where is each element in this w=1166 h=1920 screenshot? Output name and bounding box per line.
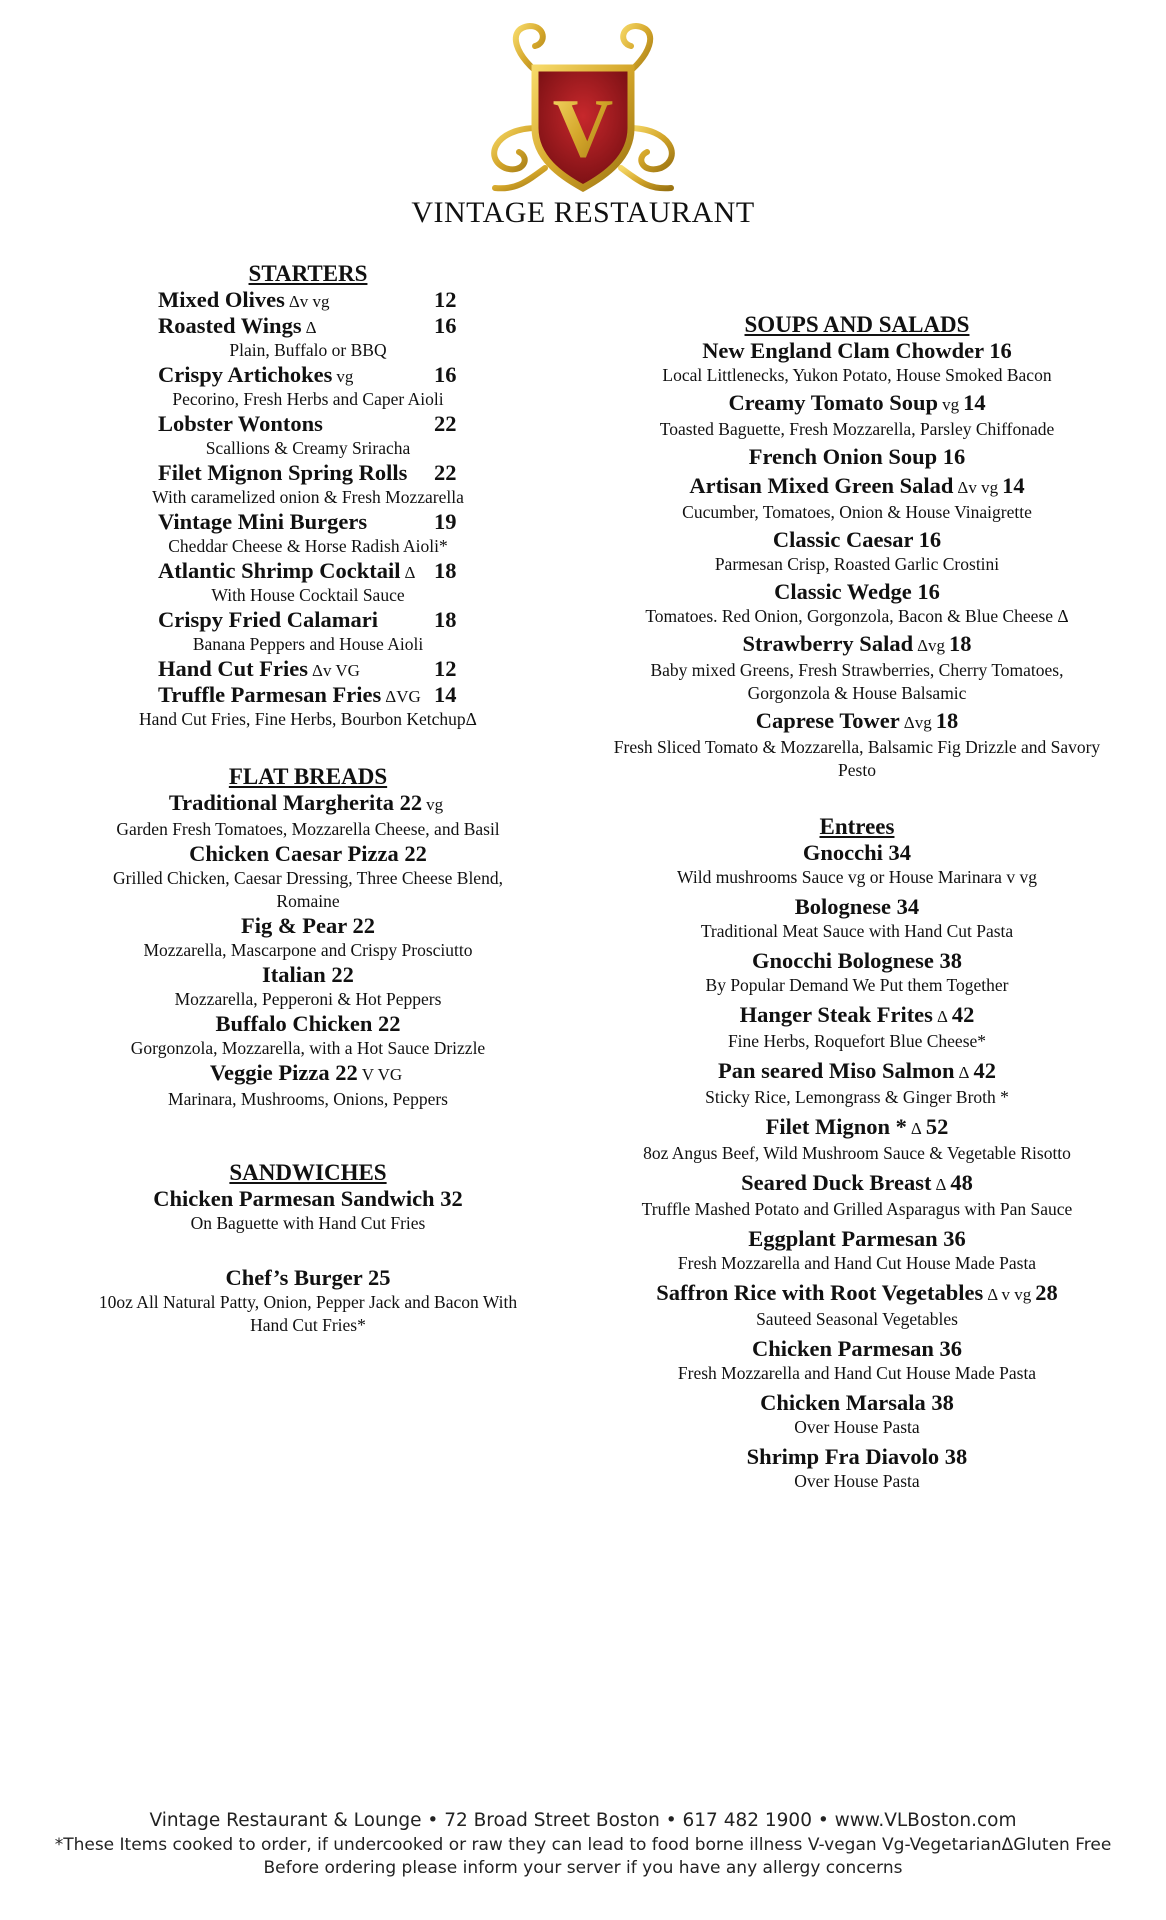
entree-item-price: 42 [951,1002,975,1027]
flatbread-item [82,962,534,1011]
starter-description: Banana Peppers and House Aioli [192,634,424,654]
starter-diet-tags: Δ [305,318,317,337]
soup-salad-item-diet-tags: Δvg [917,636,946,655]
sandwich-item [82,1265,534,1337]
starter-description: Plain, Buffalo or BBQ [229,340,387,360]
entree-item-diet-tags: Δ v vg [987,1285,1032,1304]
entree-item-description: Truffle Mashed Potato and Grilled Asparagus with Pan Sauce [641,1199,1073,1219]
entree-item [612,1390,1102,1439]
soup-salad-item [612,527,1102,576]
entree-item-name [612,1280,1102,1308]
entree-item-name [612,1114,1102,1142]
entree-item-name-text: Hanger Steak Frites [739,1002,933,1027]
entree-item [612,1280,1102,1331]
starter-item [82,362,534,388]
entree-item-name-text: Filet Mignon * [765,1114,907,1139]
menu-right-column [612,311,1102,1498]
soup-salad-item-name [612,708,1102,736]
starter-name-text: Lobster Wontons [158,411,323,436]
entree-item [612,1114,1102,1165]
soup-salad-item-name-text: Caprese Tower [755,708,900,733]
starter-price: 16 [434,313,457,338]
entree-item-name [612,1226,1102,1252]
entree-item [612,1170,1102,1221]
entree-item-description: Fresh Mozzarella and Hand Cut House Made Pasta [677,1253,1037,1273]
starter-name-text: Vintage Mini Burgers [158,509,368,534]
starter-diet-tags: ΔVG [385,687,421,706]
starter-price: 22 [434,411,457,436]
starter-name [158,287,330,313]
starter-item [82,313,534,339]
soup-salad-item-price: 18 [949,631,972,656]
sandwich-item [82,1186,534,1235]
soup-salad-item-name-text: Classic Caesar 16 [772,527,942,552]
flatbread-item-name-text: Fig & Pear 22 [241,913,375,938]
section-title-flat-breads: FLAT BREADS [228,764,388,789]
starter-name [158,509,367,535]
entree-item-name-text: Bolognese 34 [794,894,920,919]
starter-diet-tags: Δ [404,563,416,582]
soup-salad-item-name [612,473,1102,501]
footer [0,1808,1166,1880]
soup-salad-item-name [612,579,1102,605]
flatbread-item-name [82,962,534,988]
entree-item [612,1002,1102,1053]
starter-name [158,313,317,339]
flatbread-item-name-text: Chicken Caesar Pizza 22 [189,841,427,866]
entree-item [612,894,1102,943]
entree-item-description: 8oz Angus Beef, Wild Mushroom Sauce & Vegetable Risotto [643,1143,1071,1163]
soup-salad-item [612,473,1102,524]
entree-item-name-text: Saffron Rice with Root Vegetables [656,1280,984,1305]
starter-price: 22 [434,460,457,485]
entree-item-description: Traditional Meat Sauce with Hand Cut Pasta [700,921,1014,941]
soup-salad-item [612,444,1102,470]
soup-salad-item-name [612,338,1102,364]
entree-item-name-text: Chicken Marsala 38 [760,1390,954,1415]
soup-salad-item [612,390,1102,441]
entree-item-name-text: Pan seared Miso Salmon [718,1058,955,1083]
entree-item-description: Fresh Mozzarella and Hand Cut House Made Pasta [677,1363,1037,1383]
soup-salad-item-name-text: Strawberry Salad [742,631,914,656]
starter-item [82,656,534,682]
soup-salad-item-name-text: Creamy Tomato Soup [728,390,939,415]
flatbread-item-description: Mozzarella, Pepperoni & Hot Peppers [174,989,442,1009]
soup-salad-item [612,631,1102,705]
footer-contact-line: Vintage Restaurant & Lounge • 72 Broad Street Boston • 617 482 1900 • www.VLBoston.com [149,1810,1017,1831]
starter-diet-tags: Δv VG [312,661,360,680]
flatbread-item-name-text: Buffalo Chicken 22 [215,1011,401,1036]
entree-item-name [612,1002,1102,1030]
starter-name [158,558,415,584]
entree-item-price: 42 [973,1058,996,1083]
starter-price: 12 [434,287,457,312]
soup-salad-item-description: Tomatoes. Red Onion, Gorgonzola, Bacon & Blue Cheese Δ [645,606,1069,626]
flatbread-item [82,1011,534,1060]
flatbread-item-name [82,1060,534,1088]
starter-item [82,460,534,486]
entree-item [612,1226,1102,1275]
starter-name [158,682,421,708]
flatbread-item [82,1060,534,1111]
starter-name [158,411,323,437]
soup-salad-item-diet-tags: vg [942,395,960,414]
soup-salad-item-price: 14 [963,390,986,415]
flatbread-item-name [82,790,534,818]
starter-name-text: Roasted Wings [158,313,302,338]
entree-item-description: Fine Herbs, Roquefort Blue Cheese* [727,1031,987,1051]
starter-name-text: Crispy Fried Calamari [158,607,378,632]
flatbread-item-diet-tags: vg [426,795,444,814]
flatbread-item-name [82,841,534,867]
entree-item-name-text: Shrimp Fra Diavolo 38 [746,1444,968,1469]
soup-salad-item-description: Parmesan Crisp, Roasted Garlic Crostini [714,554,1000,574]
sandwich-item-description: 10oz All Natural Patty, Onion, Pepper Jack and Bacon With Hand Cut Fries* [98,1292,518,1335]
starter-description: Cheddar Cheese & Horse Radish Aioli* [168,536,448,556]
flatbread-item-name-text: Traditional Margherita 22 [168,790,423,815]
flatbread-item [82,841,534,913]
sandwiches-list [82,1186,534,1337]
entree-item-name [612,1336,1102,1362]
starter-name [158,362,353,388]
flatbread-item-diet-tags: V VG [361,1065,403,1084]
flatbread-item-name-text: Italian 22 [262,962,354,987]
flatbread-item-description: Mozzarella, Mascarpone and Crispy Prosciutto [143,940,473,960]
footer-disclaimer: *These Items cooked to order, if undercooked or raw they can lead to food borne illness V-vegan Vg-VegetarianΔGluten Free [54,1835,1112,1855]
soup-salad-item-name-text: French Onion Soup 16 [748,444,966,469]
soup-salad-item-description: Cucumber, Tomatoes, Onion & House Vinaigrette [682,502,1032,522]
entree-item-name [612,1058,1102,1086]
starter-diet-tags: Δv vg [288,292,330,311]
section-title-starters: STARTERS [248,261,368,286]
entree-item-name [612,1390,1102,1416]
soup-salad-item-name [612,390,1102,418]
soup-salad-item-name [612,527,1102,553]
entree-item-name [612,948,1102,974]
flatbread-item-description: Marinara, Mushrooms, Onions, Peppers [168,1089,448,1109]
starter-name-text: Crispy Artichokes [158,362,333,387]
soup-salad-item-description: Fresh Sliced Tomato & Mozzarella, Balsamic Fig Drizzle and Savory Pesto [613,737,1101,780]
soup-salad-item-name-text: New England Clam Chowder 16 [702,338,1012,363]
soups-salads-list [612,338,1102,782]
section-title-entrees: Entrees [819,814,895,839]
flatbread-item-description: Gorgonzola, Mozzarella, with a Hot Sauce Drizzle [130,1038,486,1058]
starter-item [82,509,534,535]
section-title-soups-salads: SOUPS AND SALADS [744,312,970,337]
sandwich-item-name [82,1186,534,1212]
entree-item [612,1058,1102,1109]
soup-salad-item-diet-tags: Δvg [903,713,932,732]
starter-price: 12 [434,656,457,681]
flatbread-item [82,913,534,962]
starter-name-text: Atlantic Shrimp Cocktail [158,558,401,583]
menu-left-column [82,260,534,1367]
entree-item-name [612,840,1102,866]
entree-item-name-text: Seared Duck Breast [741,1170,932,1195]
starter-description: With House Cocktail Sauce [211,585,405,605]
flat-breads-list [82,790,534,1111]
entree-item [612,1444,1102,1493]
soup-salad-item-description: Baby mixed Greens, Fresh Strawberries, Cherry Tomatoes, Gorgonzola & House Balsamic [650,660,1064,703]
starters-list [82,287,534,731]
entree-item [612,1336,1102,1385]
entree-item-name-text: Eggplant Parmesan 36 [748,1226,966,1251]
flatbread-item-name [82,1011,534,1037]
entree-item-diet-tags: Δ [935,1175,947,1194]
entree-item-description: Over House Pasta [794,1417,920,1437]
soup-salad-item-diet-tags: Δv vg [957,478,999,497]
soup-salad-item-name [612,631,1102,659]
entrees-list [612,840,1102,1493]
starter-price: 18 [434,558,457,583]
entree-item-name [612,894,1102,920]
entree-item-description: By Popular Demand We Put them Together [705,975,1009,995]
entree-item-name [612,1170,1102,1198]
entree-item-price: 28 [1035,1280,1058,1305]
starter-name [158,656,360,682]
entree-item [612,948,1102,997]
starter-name-text: Truffle Parmesan Fries [158,682,382,707]
soup-salad-item [612,708,1102,782]
sandwich-item-name-text: Chicken Parmesan Sandwich 32 [153,1186,463,1211]
starter-name [158,460,407,486]
flatbread-item-name-text: Veggie Pizza 22 [209,1060,358,1085]
starter-name-text: Hand Cut Fries [158,656,309,681]
soup-salad-item-price: 18 [935,708,959,733]
sandwich-item-name-text: Chef’s Burger 25 [225,1265,391,1290]
entree-item-name [612,1444,1102,1470]
starter-price: 14 [434,682,457,707]
soup-salad-item-name-text: Classic Wedge 16 [774,579,940,604]
starter-description: Scallions & Creamy Sriracha [205,438,411,458]
soup-salad-item [612,338,1102,387]
sandwich-item-name [82,1265,534,1291]
soup-salad-item-description: Toasted Baguette, Fresh Mozzarella, Parsley Chiffonade [659,419,1055,439]
soup-salad-item-name-text: Artisan Mixed Green Salad [689,473,954,498]
section-title-sandwiches: SANDWICHES [229,1160,387,1185]
starter-description: Hand Cut Fries, Fine Herbs, Bourbon KetchupΔ [139,709,477,729]
soup-salad-item-description: Local Littlenecks, Yukon Potato, House Smoked Bacon [662,365,1052,385]
restaurant-logo-crest [475,18,691,196]
entree-item-description: Over House Pasta [794,1471,920,1491]
starter-price: 19 [434,509,457,534]
starter-item [82,411,534,437]
logo-letter: V [552,82,614,175]
entree-item-diet-tags: Δ [910,1119,922,1138]
footer-allergy-note: Before ordering please inform your server if you have any allergy concerns [263,1858,903,1878]
starter-diet-tags: vg [336,367,354,386]
soup-salad-item [612,579,1102,628]
starter-item [82,607,534,633]
entree-item-description: Sauteed Seasonal Vegetables [756,1309,958,1329]
flatbread-item [82,790,534,841]
starter-item [82,682,534,708]
starter-item [82,558,534,584]
starter-item [82,287,534,313]
entree-item-price: 48 [950,1170,973,1195]
starter-price: 16 [434,362,457,387]
entree-item-diet-tags: Δ [958,1063,970,1082]
entree-item-diet-tags: Δ [936,1007,948,1026]
starter-description: Pecorino, Fresh Herbs and Caper Aioli [172,389,444,409]
restaurant-name: VINTAGE RESTAURANT [411,196,755,229]
entree-item-name-text: Gnocchi 34 [802,840,912,865]
soup-salad-item-name [612,444,1102,470]
starter-description: With caramelized onion & Fresh Mozzarella [152,487,464,507]
entree-item-description: Sticky Rice, Lemongrass & Ginger Broth * [705,1087,1009,1107]
soup-salad-item-price: 14 [1002,473,1025,498]
starter-name [158,607,378,633]
starter-name-text: Filet Mignon Spring Rolls [158,460,408,485]
entree-item-description: Wild mushrooms Sauce vg or House Marinara v vg [677,867,1037,887]
starter-price: 18 [434,607,457,632]
sandwich-item-description: On Baguette with Hand Cut Fries [190,1213,426,1233]
entree-item-name-text: Chicken Parmesan 36 [752,1336,962,1361]
starter-name-text: Mixed Olives [158,287,285,312]
flatbread-item-description: Garden Fresh Tomatoes, Mozzarella Cheese, and Basil [116,819,500,839]
entree-item [612,840,1102,889]
entree-item-price: 52 [925,1114,949,1139]
flatbread-item-name [82,913,534,939]
flatbread-item-description: Grilled Chicken, Caesar Dressing, Three Cheese Blend, Romaine [113,868,503,911]
entree-item-name-text: Gnocchi Bolognese 38 [751,948,962,973]
